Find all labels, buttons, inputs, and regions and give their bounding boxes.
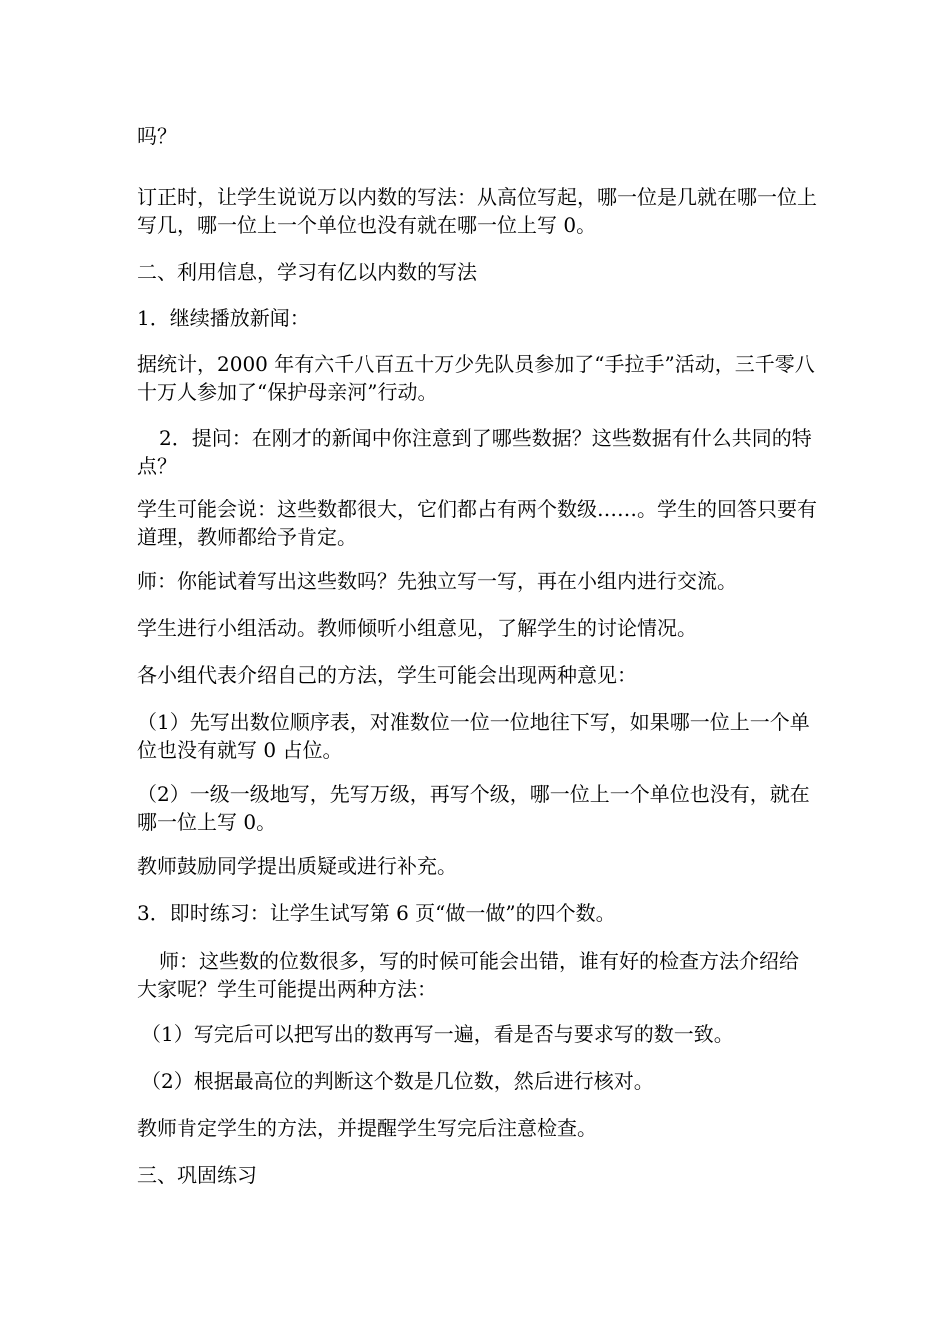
step-2-question: 2．提问：在刚才的新闻中你注意到了哪些数据？这些数据有什么共同的特点？ bbox=[137, 426, 812, 478]
method-2: （2）根据最高位的判断这个数是几位数，然后进行核对。 bbox=[141, 1069, 654, 1093]
paragraph-check-methods: 师：这些数的位数很多，写的时候可能会出错，谁有好的检查方法介绍给大家呢？学生可能提出两种方法： bbox=[137, 949, 799, 1001]
paragraph-student-answer: 学生可能会说：这些数都很大，它们都占有两个数级……。学生的回答只要有道理，教师都给予肯定。 bbox=[137, 497, 817, 549]
paragraph-teacher-prompt: 师：你能试着写出这些数吗？先独立写一写，再在小组内进行交流。 bbox=[137, 569, 737, 593]
paragraph-continuation: 吗？ bbox=[137, 124, 177, 148]
step-3-practice: 3．即时练习：让学生试写第 6 页“做一做”的四个数。 bbox=[137, 901, 616, 925]
step-1-heading: 1．继续播放新闻： bbox=[137, 306, 310, 330]
paragraph-encourage: 教师鼓励同学提出质疑或进行补充。 bbox=[137, 854, 457, 878]
section-heading-2: 二、利用信息，学习有亿以内数的写法 bbox=[137, 260, 477, 284]
method-1: （1）写完后可以把写出的数再写一遍，看是否与要求写的数一致。 bbox=[141, 1022, 734, 1046]
paragraph-teacher-affirm: 教师肯定学生的方法，并提醒学生写完后注意检查。 bbox=[137, 1116, 597, 1140]
paragraph-group-activity: 学生进行小组活动。教师倾听小组意见，了解学生的讨论情况。 bbox=[137, 616, 697, 640]
opinion-1: （1）先写出数位顺序表，对准数位一位一位地往下写，如果哪一位上一个单位也没有就写 0 占位。 bbox=[137, 710, 810, 762]
paragraph-correction-note: 订正时，让学生说说万以内数的写法：从高位写起，哪一位是几就在哪一位上写几，哪一位上一个单位也没有就在哪一位上写 0。 bbox=[137, 185, 817, 237]
opinion-2: （2）一级一级地写，先写万级，再写个级，哪一位上一个单位也没有，就在哪一位上写 0。 bbox=[137, 782, 810, 834]
paragraph-group-report: 各小组代表介绍自己的方法，学生可能会出现两种意见： bbox=[137, 663, 637, 687]
section-heading-3: 三、巩固练习 bbox=[137, 1163, 257, 1187]
paragraph-news: 据统计，2000 年有六千八百五十万少先队员参加了“手拉手”活动，三千零八十万人参加了“保护母亲河”行动。 bbox=[137, 352, 815, 404]
